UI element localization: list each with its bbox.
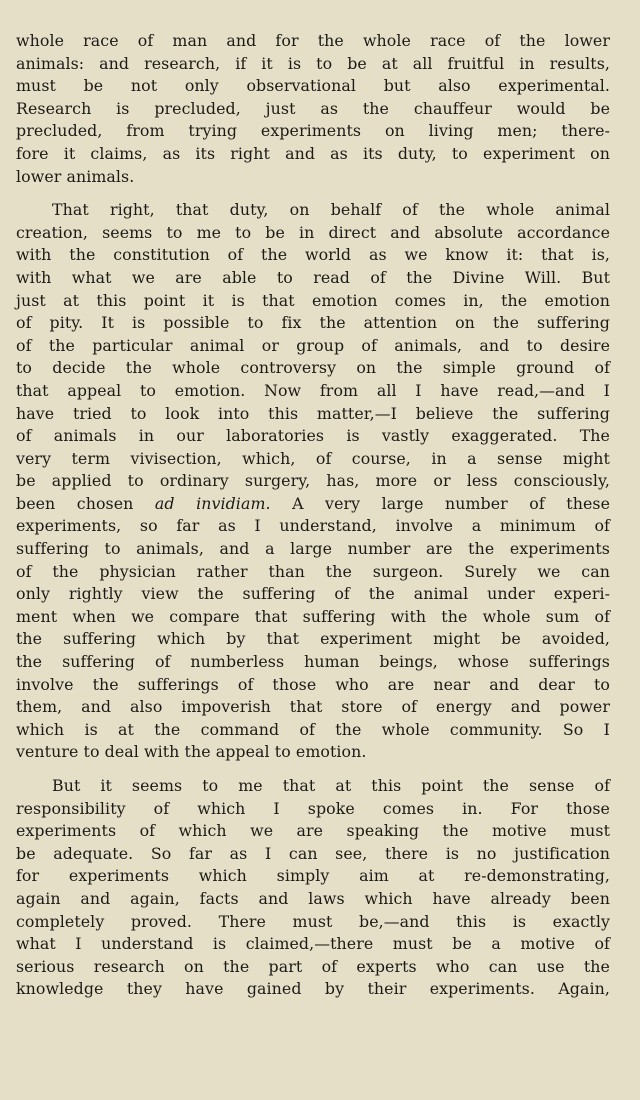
text-line: experiments of which we are speaking the motive must <box>16 821 610 841</box>
text-line: again and again, facts and laws which have already been <box>16 888 610 908</box>
italic-phrase: ad invidiam. <box>154 493 271 513</box>
text-line: the suffering which by that experiment might be avoided, <box>16 629 610 649</box>
text-line: very term vivisection, which, of course, in a sense might <box>16 448 610 468</box>
paragraph-3 <box>16 775 610 1001</box>
text-line: responsibility of which I spoke comes in. For those <box>16 798 610 818</box>
text-line: be adequate. So far as I can see, there is no justification <box>16 843 610 863</box>
text-line: of the physician rather than the surgeon. Surely we can <box>16 561 610 581</box>
text-line: venture to deal with the appeal to emotion. <box>16 742 367 762</box>
text-line-with-italic <box>16 493 610 516</box>
text-line: involve the sufferings of those who are near and dear to <box>16 674 610 694</box>
text-line: them, and also impoverish that store of energy and power <box>16 697 610 717</box>
text-line: That right, that duty, on behalf of the whole animal <box>52 200 610 220</box>
text-line: for experiments which simply aim at re-demonstrating, <box>16 866 610 886</box>
text-line: the suffering of numberless human beings, whose sufferings <box>16 652 610 672</box>
text-line: must be not only observational but also experimental. <box>16 76 610 96</box>
text-line: animals: and research, if it is to be at all fruitful in results, <box>16 53 610 73</box>
text-line: that appeal to emotion. Now from all I have read,—and I <box>16 380 610 400</box>
text-line: precluded, from trying experiments on living men; there- <box>16 121 610 141</box>
text-line: of pity. It is possible to fix the attention on the suffering <box>16 313 610 333</box>
text-line: serious research on the part of experts who can use the <box>16 956 610 976</box>
text-line: of animals in our laboratories is vastly exaggerated. The <box>16 426 610 446</box>
text-line: fore it claims, as its right and as its duty, to experiment on <box>16 143 610 163</box>
text-line: knowledge they have gained by their experiments. Again, <box>16 979 610 999</box>
text-line: experiments, so far as I understand, involve a minimum of <box>16 516 610 536</box>
text-line: what I understand is claimed,—there must be a motive of <box>16 934 610 954</box>
text-line: which is at the command of the whole community. So I <box>16 719 610 739</box>
text-segment: been chosen <box>16 493 155 513</box>
text-line: have tried to look into this matter,—I believe the suffering <box>16 403 610 423</box>
text-line: But it seems to me that at this point the sense of <box>52 776 610 795</box>
text-line: ment when we compare that suffering with the whole sum of <box>16 606 610 626</box>
text-line: Research is precluded, just as the chauffeur would be <box>16 98 610 118</box>
text-line: just at this point it is that emotion comes in, the emotion <box>16 290 610 310</box>
text-line: with the constitution of the world as we know it: that is, <box>16 245 610 265</box>
paragraph-1 <box>16 30 610 188</box>
text-line: with what we are able to read of the Divine Will. But <box>16 267 610 287</box>
text-line: lower animals. <box>16 166 135 186</box>
paragraph-2 <box>16 199 610 764</box>
text-line: of the particular animal or group of animals, and to desire <box>16 335 610 355</box>
text-line: whole race of man and for the whole race of the lower <box>16 31 610 50</box>
text-line: only rightly view the suffering of the animal under experi- <box>16 584 610 604</box>
text-line: be applied to ordinary surgery, has, more or less consciously, <box>16 471 610 491</box>
text-line: completely proved. There must be,—and this is exactly <box>16 911 610 931</box>
text-line: suffering to animals, and a large number are the experiments <box>16 539 610 559</box>
text-segment: A very large number of these <box>270 493 610 513</box>
text-line: to decide the whole controversy on the simple ground of <box>16 358 610 378</box>
text-line: creation, seems to me to be in direct and absolute accordance <box>16 222 610 242</box>
